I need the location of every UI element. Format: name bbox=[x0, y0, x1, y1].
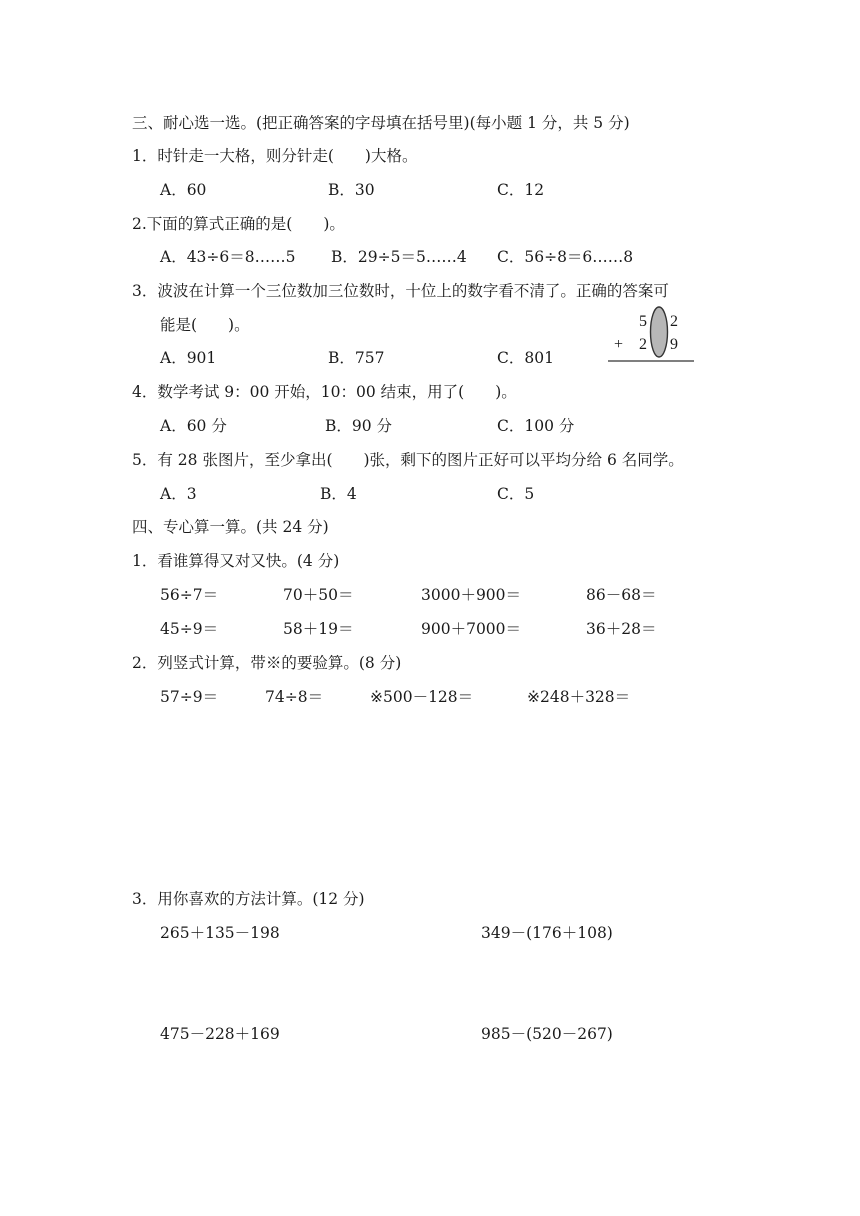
figure-bottom-hundreds: 2 bbox=[639, 336, 647, 353]
question-2-option-c: C．56÷8＝6……8 bbox=[497, 248, 634, 266]
vertical-calc-1: 57÷9＝ bbox=[160, 688, 219, 706]
oral-calc-r1c1: 56÷7＝ bbox=[160, 586, 219, 604]
question-1-option-c: C．12 bbox=[497, 181, 545, 199]
part-3-title: 3．用你喜欢的方法计算。(12 分) bbox=[132, 890, 365, 908]
question-4-option-b: B．90 分 bbox=[325, 417, 393, 435]
figure-bottom-ones: 9 bbox=[670, 336, 678, 353]
vertical-calc-2: 74÷8＝ bbox=[265, 688, 324, 706]
question-2-option-a: A．43÷6＝8……5 bbox=[160, 248, 296, 266]
free-calc-4: 985－(520－267) bbox=[481, 1025, 613, 1043]
free-calc-3: 475－228＋169 bbox=[160, 1025, 280, 1043]
question-5-option-a: A．3 bbox=[160, 485, 197, 503]
vertical-calc-3: ※500－128＝ bbox=[370, 688, 474, 706]
question-1-option-b: B．30 bbox=[328, 181, 375, 199]
oral-calc-r1c3: 3000＋900＝ bbox=[421, 586, 522, 604]
question-3-option-b: B．757 bbox=[328, 349, 385, 367]
question-1-option-a: A．60 bbox=[160, 181, 207, 199]
question-5-option-c: C．5 bbox=[497, 485, 535, 503]
question-3-option-a: A．901 bbox=[160, 349, 217, 367]
free-calc-1: 265＋135－198 bbox=[160, 924, 280, 942]
part-2-title: 2．列竖式计算，带※的要验算。(8 分) bbox=[132, 654, 402, 672]
oral-calc-r1c2: 70＋50＝ bbox=[283, 586, 354, 604]
figure-top-hundreds: 5 bbox=[639, 313, 647, 330]
question-3-text-line1: 3．波波在计算一个三位数加三位数时，十位上的数字看不清了。正确的答案可 bbox=[132, 282, 669, 300]
figure-plus-sign: + bbox=[614, 336, 624, 353]
obscured-digit-blob bbox=[651, 307, 668, 357]
vertical-calc-4: ※248＋328＝ bbox=[527, 688, 631, 706]
question-4-option-a: A．60 分 bbox=[160, 417, 227, 435]
addition-figure bbox=[606, 304, 698, 368]
question-3-text-line2: 能是( )。 bbox=[160, 316, 250, 334]
oral-calc-r2c2: 58＋19＝ bbox=[283, 620, 354, 638]
section-4-title: 四、专心算一算。(共 24 分) bbox=[132, 518, 329, 536]
question-5-text: 5．有 28 张图片，至少拿出( )张，剩下的图片正好可以平均分给 6 名同学。 bbox=[132, 451, 684, 469]
oral-calc-r2c1: 45÷9＝ bbox=[160, 620, 219, 638]
part-1-title: 1．看谁算得又对又快。(4 分) bbox=[132, 552, 340, 570]
oral-calc-r2c3: 900＋7000＝ bbox=[421, 620, 522, 638]
question-2-option-b: B．29÷5＝5……4 bbox=[331, 248, 467, 266]
oral-calc-r2c4: 36＋28＝ bbox=[586, 620, 657, 638]
figure-top-ones: 2 bbox=[670, 313, 678, 330]
free-calc-2: 349－(176＋108) bbox=[481, 924, 613, 942]
question-3-option-c: C．801 bbox=[497, 349, 554, 367]
question-2-text: 2.下面的算式正确的是( )。 bbox=[132, 215, 345, 233]
section-3-title: 三、耐心选一选。(把正确答案的字母填在括号里)(每小题 1 分，共 5 分) bbox=[132, 114, 630, 132]
question-5-option-b: B．4 bbox=[320, 485, 357, 503]
oral-calc-r1c4: 86－68＝ bbox=[586, 586, 657, 604]
question-4-option-c: C．100 分 bbox=[497, 417, 575, 435]
question-4-text: 4．数学考试 9：00 开始，10：00 结束，用了( )。 bbox=[132, 383, 517, 401]
question-1-text: 1．时针走一大格，则分针走( )大格。 bbox=[132, 147, 418, 165]
